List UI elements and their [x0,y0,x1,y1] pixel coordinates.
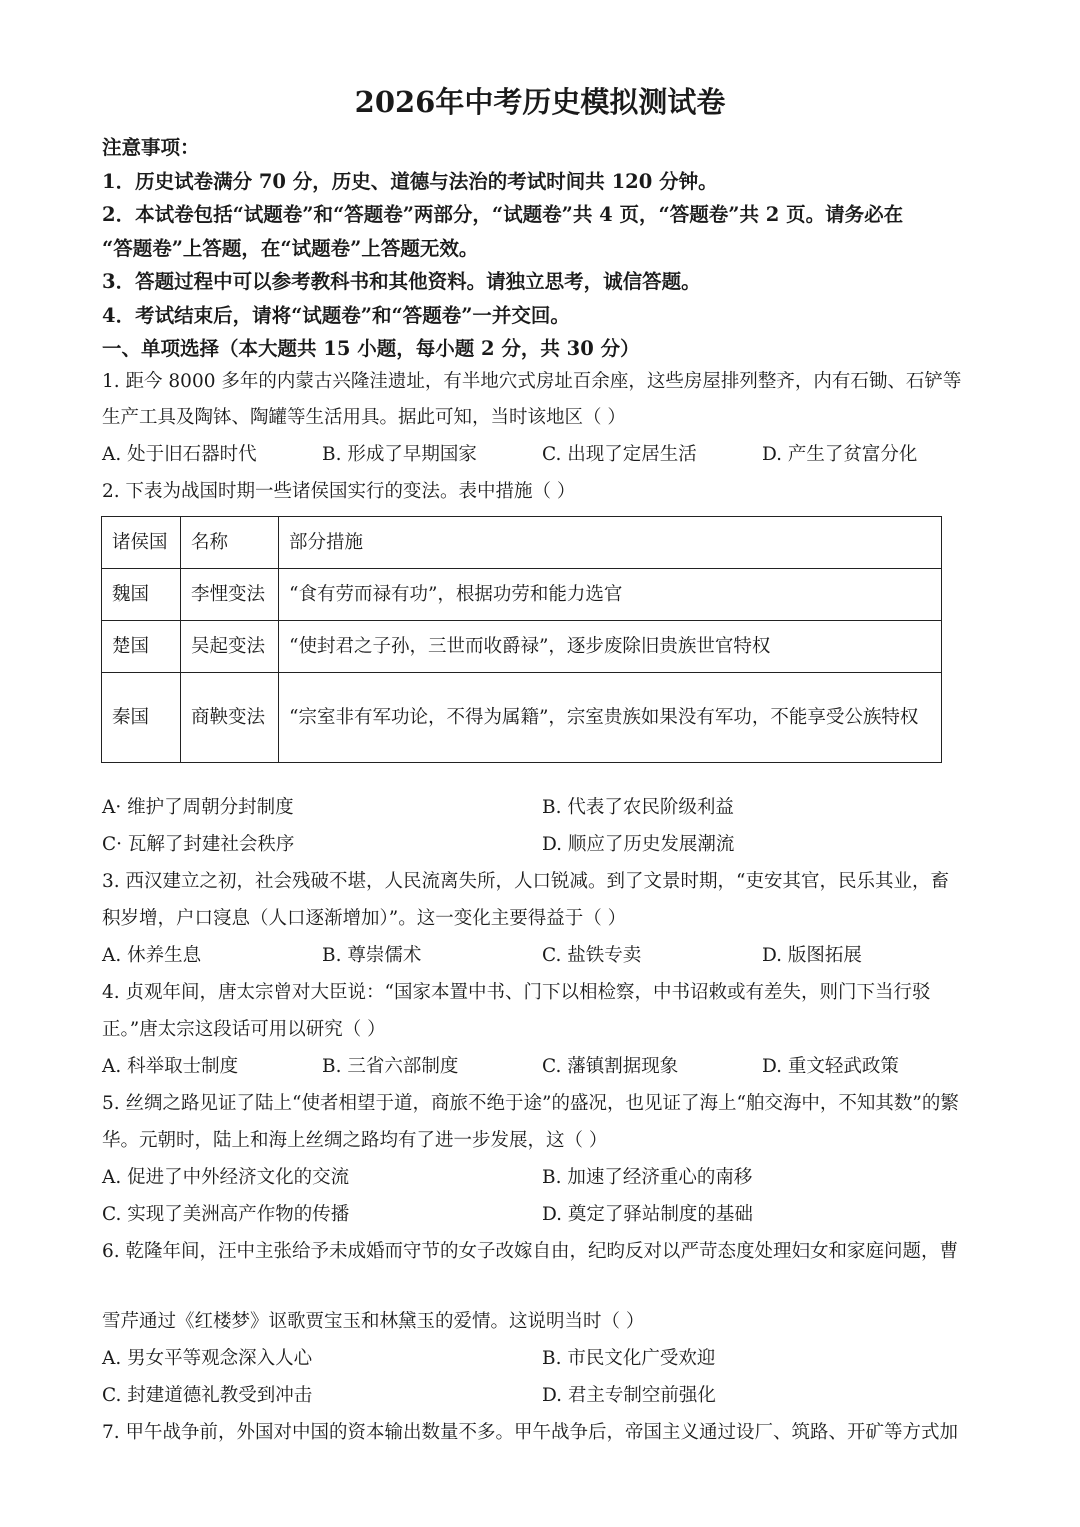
question-1-option-c: C. 出现了定居生活 [542,444,697,465]
table-header: 名称 [181,517,279,569]
question-1-stem: 生产工具及陶钵、陶罐等生活用具。据此可知，当时该地区（ ） [102,407,626,428]
question-2-option-b: B. 代表了农民阶级利益 [542,797,734,818]
table-cell: “使封君之子孙，三世而收爵禄”，逐步废除旧贵族世官特权 [279,621,942,673]
question-7-stem: 7. 甲午战争前，外国对中国的资本输出数量不多。甲午战争后，帝国主义通过设厂、筑路、开矿等方式加 [102,1422,959,1443]
question-2-option-a: A· 维护了周朝分封制度 [102,797,294,818]
section-heading: 一、单项选择（本大题共 15 小题，每小题 2 分，共 30 分） [102,337,640,360]
table-row [102,569,942,621]
question-4-stem: 4. 贞观年间，唐太宗曾对大臣说：“国家本置中书、门下以相检察，中书诏敕或有差失，则门下当行驳 [102,982,931,1003]
question-3-option-a: A. 休养生息 [102,945,202,966]
question-3-option-c: C. 盐铁专卖 [542,945,642,966]
table-cell: 吴起变法 [181,621,279,673]
notice-item: 1．历史试卷满分 70 分，历史、道德与法治的考试时间共 120 分钟。 [102,170,718,193]
question-4-option-a: A. 科举取士制度 [102,1056,239,1077]
question-4-option-d: D. 重文轻武政策 [762,1056,899,1077]
table-cell: 楚国 [102,621,181,673]
table-header: 部分措施 [279,517,942,569]
question-5-option-a: A. 促进了中外经济文化的交流 [102,1167,350,1188]
question-5-stem: 5. 丝绸之路见证了陆上“使者相望于道，商旅不绝于途”的盛况，也见证了海上“舶交海中，不知其数”的繁 [102,1093,959,1114]
table-cell: “食有劳而禄有功”，根据功劳和能力选官 [279,569,942,621]
table-row [102,621,942,673]
question-3-stem: 3. 西汉建立之初，社会残破不堪，人民流离失所，人口锐减。到了文景时期，“吏安其官，民乐其业，畜 [102,871,949,892]
question-4-option-c: C. 藩镇割据现象 [542,1056,679,1077]
question-5-option-c: C. 实现了美洲高产作物的传播 [102,1204,350,1225]
question-1-stem: 1. 距今 8000 多年的内蒙古兴隆洼遗址，有半地穴式房址百余座，这些房屋排列整齐，内有石锄、石铲等 [102,371,962,392]
reform-table [101,516,942,763]
notice-heading: 注意事项： [102,136,200,159]
question-5-option-b: B. 加速了经济重心的南移 [542,1167,753,1188]
page-title: 2026年中考历史模拟测试卷 [354,85,726,119]
question-2-stem: 2. 下表为战国时期一些诸侯国实行的变法。表中措施（ ） [102,481,576,502]
table-cell: 魏国 [102,569,181,621]
question-6-stem: 雪芹通过《红楼梦》讴歌贾宝玉和林黛玉的爱情。这说明当时（ ） [102,1311,645,1332]
question-6-option-b: B. 市民文化广受欢迎 [542,1348,716,1369]
question-6-option-d: D. 君主专制空前强化 [542,1385,716,1406]
question-6-option-c: C. 封建道德礼教受到冲击 [102,1385,313,1406]
question-4-stem: 正。”唐太宗这段话可用以研究（ ） [102,1019,386,1040]
question-5-option-d: D. 奠定了驿站制度的基础 [542,1204,753,1225]
question-1-option-a: A. 处于旧石器时代 [102,444,257,465]
question-5-stem: 华。元朝时，陆上和海上丝绸之路均有了进一步发展，这（ ） [102,1130,608,1151]
question-2-option-d: D. 顺应了历史发展潮流 [542,834,735,855]
question-6-option-a: A. 男女平等观念深入人心 [102,1348,313,1369]
notice-item: 2．本试卷包括“试题卷”和“答题卷”两部分，“试题卷”共 4 页，“答题卷”共 2 页。请务必在 [102,203,904,226]
question-2-option-c: C· 瓦解了封建社会秩序 [102,834,295,855]
question-6-stem: 6. 乾隆年间，汪中主张给予未成婚而守节的女子改嫁自由，纪昀反对以严苛态度处理妇女和家庭问题，曹 [102,1241,959,1262]
notice-item: 4．考试结束后，请将“试题卷”和“答题卷”一并交回。 [102,304,570,327]
notice-item: “答题卷”上答题，在“试题卷”上答题无效。 [102,237,479,260]
question-3-option-d: D. 版图拓展 [762,945,862,966]
table-cell: 秦国 [102,673,181,763]
notice-item: 3．答题过程中可以参考教科书和其他资料。请独立思考，诚信答题。 [102,270,701,293]
question-1-option-b: B. 形成了早期国家 [322,444,477,465]
table-cell: 商鞅变法 [181,673,279,763]
table-cell: 李悝变法 [181,569,279,621]
question-3-option-b: B. 尊崇儒术 [322,945,422,966]
question-4-option-b: B. 三省六部制度 [322,1056,459,1077]
table-row [102,673,942,763]
table-header: 诸侯国 [102,517,181,569]
table-header-row [102,517,942,569]
table-cell: “宗室非有军功论，不得为属籍”，宗室贵族如果没有军功，不能享受公族特权 [279,673,942,763]
question-1-option-d: D. 产生了贫富分化 [762,444,918,465]
question-3-stem: 积岁增，户口寖息（人口逐渐增加）”。这一变化主要得益于（ ） [102,908,627,929]
